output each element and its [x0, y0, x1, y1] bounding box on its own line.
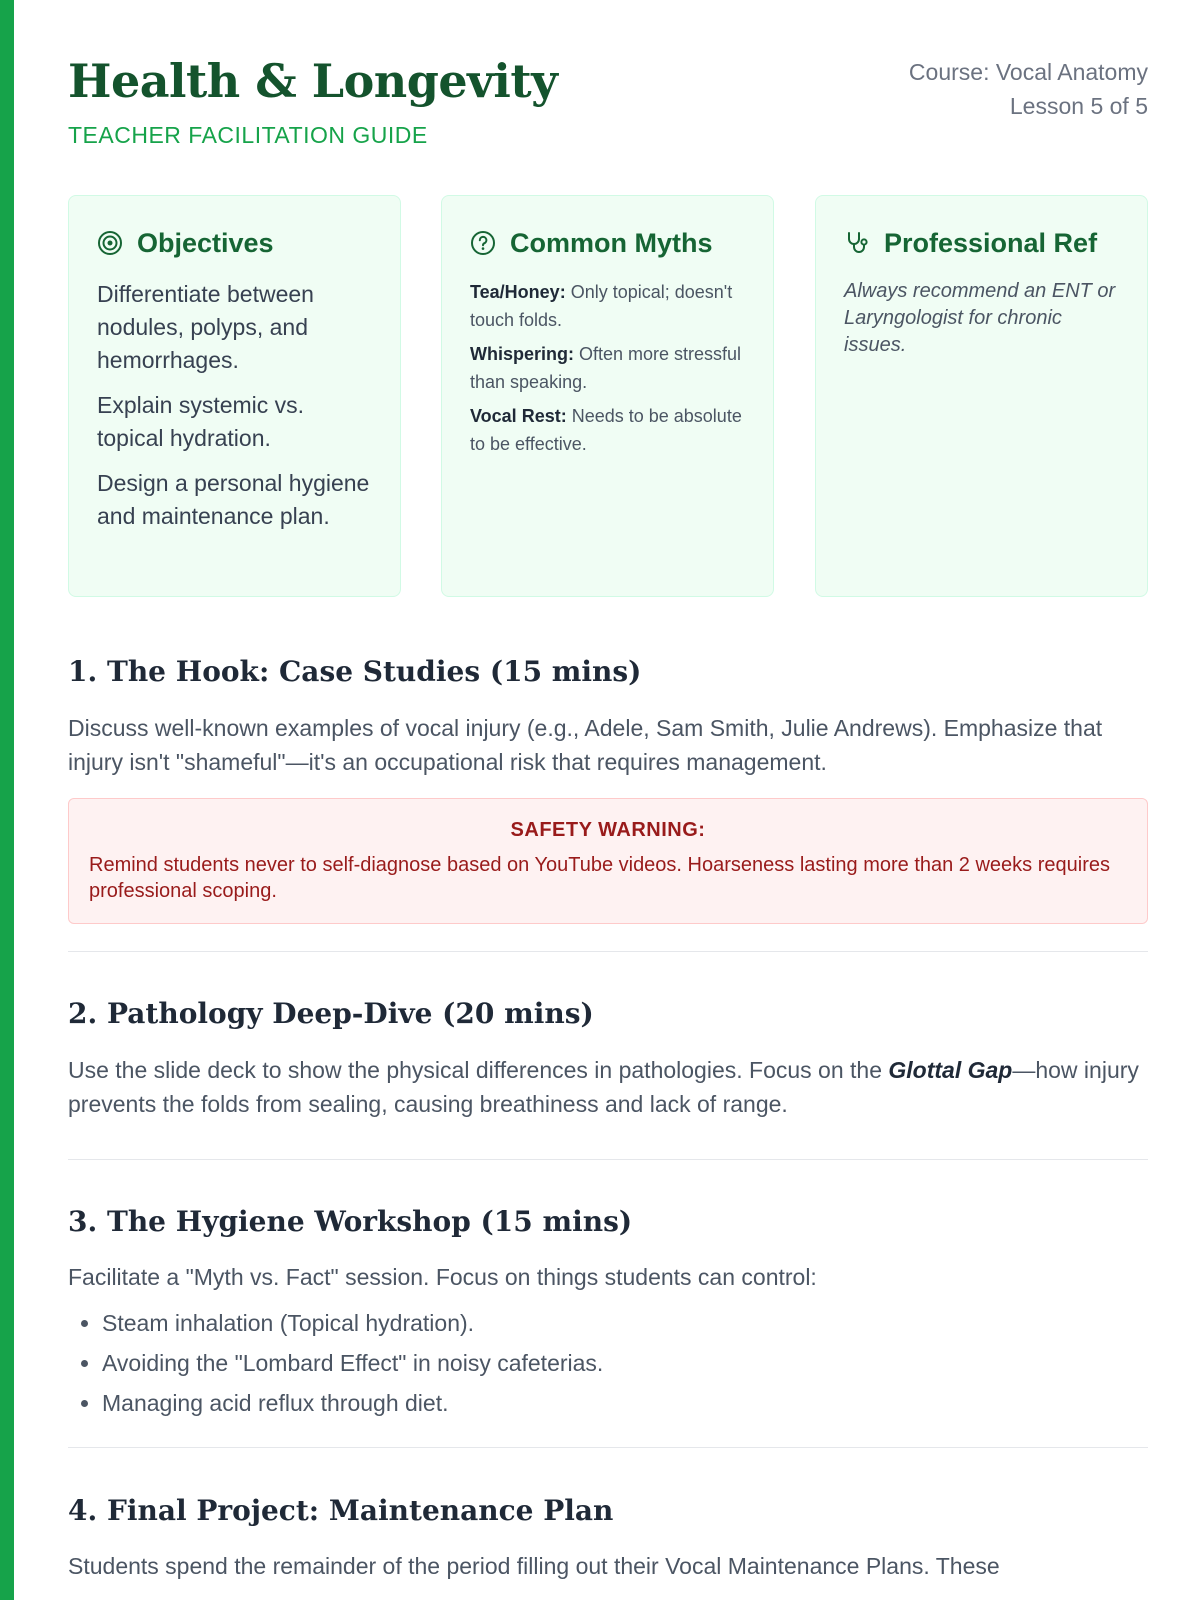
objective-item: Explain systemic vs. topical hydration. — [97, 392, 305, 451]
myths-card — [441, 195, 774, 597]
myths-header — [470, 226, 745, 260]
page-title: Health & Longevity — [68, 54, 558, 108]
pathology-emphasis: Glottal Gap — [888, 1057, 1013, 1083]
section-hook-text: Discuss well-known examples of vocal injury (e.g., Adele, Sam Smith, Julie Andrews). Emphasize that injury isn't "shameful"—it's an occupational risk that requires management. — [68, 715, 1103, 775]
accent-bar — [0, 0, 14, 1600]
myth-term: Tea/Honey: — [470, 282, 566, 302]
objective-item: Design a personal hygiene and maintenance plan. — [97, 470, 370, 529]
lesson-number: Lesson 5 of 5 — [1009, 93, 1148, 119]
pathology-text-after: —how injury prevents the folds from sealing, causing breathiness and lack of range. — [68, 1057, 1139, 1117]
list-item: • Steam inhalation (Topical hydration). — [102, 1305, 603, 1345]
section-hygiene-text: Facilitate a "Myth vs. Fact" session. Focus on things students can control: — [68, 1264, 817, 1290]
myths-title: Common Myths — [510, 227, 713, 258]
section-pathology-title: 2. Pathology Deep-Dive (20 mins) — [68, 997, 594, 1030]
objectives-header — [97, 226, 372, 260]
myth-item — [470, 278, 745, 334]
reference-card — [815, 195, 1148, 597]
divider — [68, 951, 1148, 952]
reference-header — [844, 226, 1119, 260]
warning-title: SAFETY WARNING: — [510, 819, 706, 841]
safety-warning — [68, 798, 1148, 924]
page-subtitle: TEACHER FACILITATION GUIDE — [68, 122, 428, 148]
stethoscope-icon — [844, 230, 870, 256]
section-pathology-text — [68, 1053, 1148, 1121]
myth-item — [470, 340, 745, 396]
divider — [68, 1159, 1148, 1160]
course-meta — [909, 55, 1148, 123]
objectives-title: Objectives — [137, 227, 274, 258]
reference-text: Always recommend an ENT or Laryngologist for chronic issues. — [844, 280, 1116, 356]
target-icon — [97, 230, 123, 256]
section-hygiene-title: 3. The Hygiene Workshop (15 mins) — [68, 1205, 633, 1238]
objective-item: Differentiate between nodules, polyps, and hemorrhages. — [97, 281, 314, 373]
myth-term: Whispering: — [470, 344, 574, 364]
myth-text: Needs to be absolute to be effective. — [470, 406, 742, 454]
course-name: Course: Vocal Anatomy — [908, 59, 1148, 85]
reference-title: Professional Ref — [884, 227, 1098, 258]
help-circle-icon — [470, 230, 496, 256]
list-item: • Managing acid reflux through diet. — [102, 1385, 603, 1425]
myth-item — [470, 402, 745, 458]
summary-cards — [68, 195, 1148, 597]
myth-text: Often more stressful than speaking. — [470, 344, 742, 392]
list-item: • Avoiding the "Lombard Effect" in noisy cafeterias. — [102, 1345, 603, 1385]
page — [68, 0, 1148, 1579]
pathology-text-before: Use the slide deck to show the physical differences in pathologies. Focus on the — [68, 1057, 889, 1083]
hygiene-list — [68, 1305, 603, 1425]
section-project-title: 4. Final Project: Maintenance Plan — [68, 1494, 614, 1527]
objectives-card — [68, 195, 401, 597]
section-project-text: Students spend the remainder of the period filling out their Vocal Maintenance Plans. These — [68, 1553, 1000, 1579]
header — [68, 0, 1148, 170]
myth-term: Vocal Rest: — [470, 406, 567, 426]
section-hook-title: 1. The Hook: Case Studies (15 mins) — [68, 655, 642, 688]
divider — [68, 1447, 1148, 1448]
myth-text: Only topical; doesn't touch folds. — [470, 282, 733, 330]
warning-text: Remind students never to self-diagnose based on YouTube videos. Hoarseness lasting more than 2 weeks requires professional scoping. — [89, 854, 1110, 902]
